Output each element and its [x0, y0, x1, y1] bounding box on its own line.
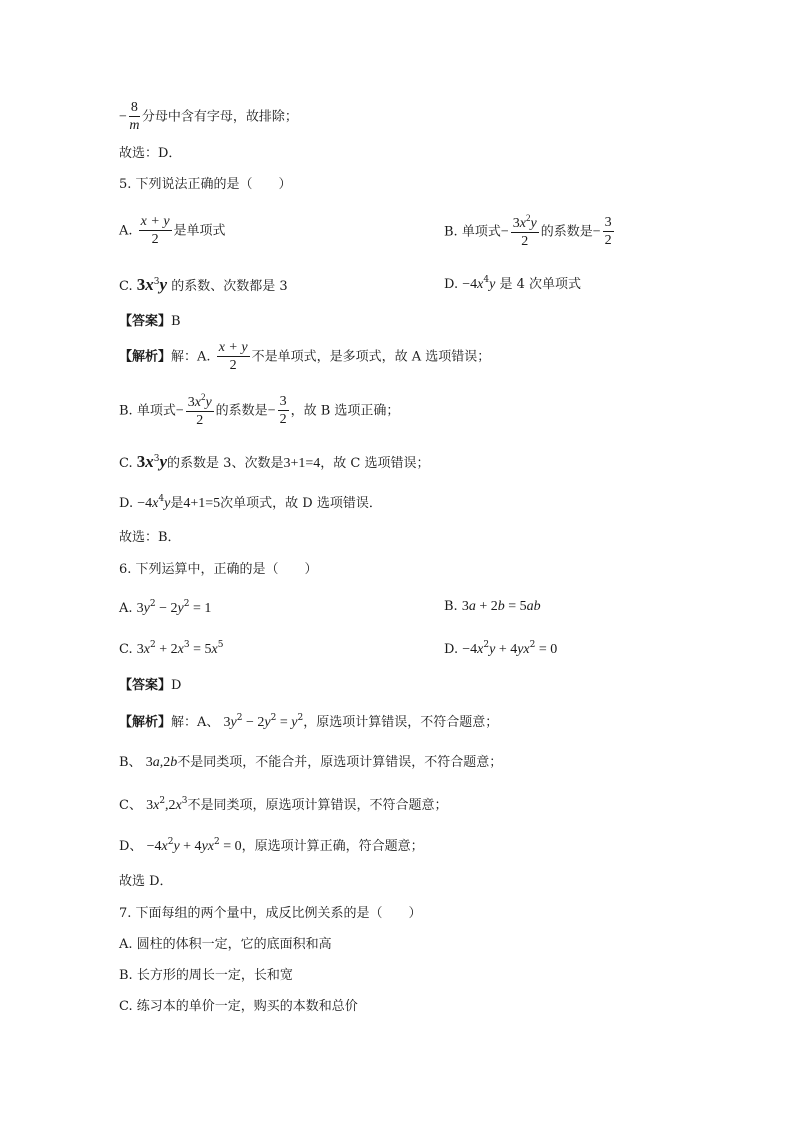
q6-option-b: B. 3a + 2b = 5ab	[444, 599, 541, 614]
fraction-3x2y-over-2: $\frac{3x^2y}{2}$	[187, 392, 212, 429]
q5-analysis-c: C. $3x^3y$的系数是 3、次数是3+1=4，故 C 选项错误；	[119, 452, 430, 471]
prev-select: 故选：D．	[119, 146, 182, 161]
q7-stem: 7. 下面每组的两个量中，成反比例关系的是（ ）	[119, 906, 422, 921]
prev-analysis-line: − $\frac{8}{m}$ 分母中含有字母，故排除；	[119, 100, 298, 134]
q6-analysis-d: D、 $-4x^2y + 4yx^2 = 0$，原选项计算正确，符合题意；	[119, 837, 424, 854]
fraction-3-over-2: $\frac{3}{2}$	[279, 394, 287, 428]
fraction-3-over-2: $\frac{3}{2}$	[604, 215, 612, 249]
q7-option-c: C. 练习本的单价一定，购买的本数和总价	[119, 999, 358, 1014]
q6-option-c: C. $3x^2 + 2x^3 = 5x^5$	[119, 640, 224, 657]
fraction-8-over-m: $\frac{8}{m}$	[129, 100, 140, 134]
q6-stem: 6. 下列运算中，正确的是（ ）	[119, 562, 318, 577]
q5-stem: 5. 下列说法正确的是（ ）	[119, 177, 292, 192]
q6-analysis-b: B、 3a,2b不是同类项，不能合并，原选项计算错误，不符合题意；	[119, 755, 503, 770]
q6-analysis-c: C、 $3x^2,2x^3$不是同类项，原选项计算错误，不符合题意；	[119, 796, 448, 813]
fraction-x-plus-y-over-2: $\frac{x + y}{2}$	[218, 340, 248, 374]
q5-select: 故选：B．	[119, 530, 181, 545]
q6-select: 故选 D．	[119, 874, 173, 889]
q6-analysis-a: 【解析】解：A、 $3y^2 - 2y^2 = y^2$，原选项计算错误，不符合题意；	[119, 713, 499, 730]
q5-answer: 【答案】B	[119, 314, 181, 329]
q5-option-d: D. $-4x^4y$ 是 4 次单项式	[444, 275, 581, 292]
q5-analysis-a: 【解析】解：A. $\frac{x + y}{2}$ 不是单项式，是多项式，故 A 选项错误；	[119, 340, 491, 374]
fraction-x-plus-y-over-2: $\frac{x + y}{2}$	[140, 214, 170, 248]
q5-analysis-d: D. $-4x^4y$是4+1=5次单项式，故 D 选项错误．	[119, 494, 382, 511]
q6-option-d: D. $-4x^2y + 4yx^2 = 0$	[444, 640, 558, 657]
q7-option-b: B. 长方形的周长一定，长和宽	[119, 968, 293, 983]
q5-analysis-b: B. 单项式− $\frac{3x^2y}{2}$ 的系数是− $\frac{3}{2}$ ，故 B 选项正确；	[119, 392, 400, 429]
q5-option-a: A. $\frac{x + y}{2}$ 是单项式	[119, 214, 226, 248]
q6-option-a: A. $3y^2 - 2y^2 = 1$	[119, 599, 212, 616]
q5-option-c: C. $3x^3y$ 的系数、次数都是 3	[119, 275, 288, 294]
fraction-3x2y-over-2: $\frac{3x^2y}{2}$	[512, 213, 537, 250]
q6-answer: 【答案】D	[119, 678, 182, 693]
q7-option-a: A. 圆柱的体积一定，它的底面积和高	[119, 937, 332, 952]
q5-option-b: B. 单项式− $\frac{3x^2y}{2}$ 的系数是− $\frac{3}{2}$	[444, 213, 612, 250]
